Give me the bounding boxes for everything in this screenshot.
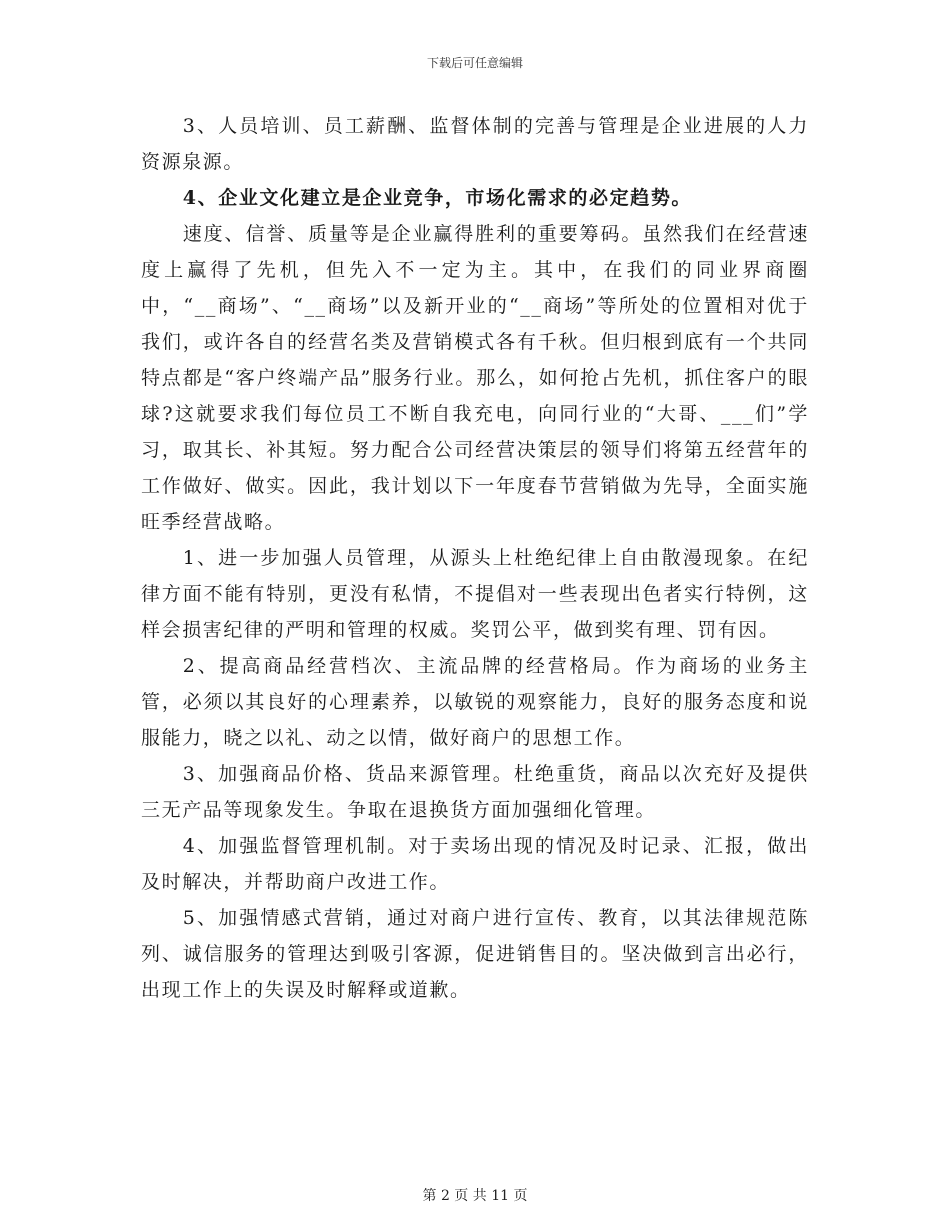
paragraph-item-4: 4、加强监督管理机制。对于卖场出现的情况及时记录、汇报，做出及时解决，并帮助商户改进工作。 (141, 835, 809, 893)
page-header: 下载后可任意编辑 (426, 56, 523, 70)
paragraph-hr-resources: 3、人员培训、员工薪酬、监督体制的完善与管理是企业进展的人力资源泉源。 (141, 115, 809, 173)
paragraph-competition: 速度、信誉、质量等是企业赢得胜利的重要筹码。虽然我们在经营速度上赢得了先机，但先入不一定为主。其中，在我们的同业界商圈中，“__商场”、“__商场”以及新开业的“__商场”等所处的位置相对优于我们，或许各自的经营名类及营销模式各有千秋。但归根到底有一个共同特点都是“客户终端产品”服务行业。那么，如何抢占先机，抓住客户的眼球?这就要求我们每位员工不断自我充电，向同行业的“大哥、___们”学习，取其长、补其短。努力配合公司经营决策层的领导们将第五经营年的工作做好、做实。因此，我计划以下一年度春节营销做为先导，全面实施旺季经营战略。 (141, 223, 809, 533)
document-body (141, 108, 809, 1008)
paragraph-item-1: 1、进一步加强人员管理，从源头上杜绝纪律上自由散漫现象。在纪律方面不能有特别，更没有私情，不提倡对一些表现出色者实行特例，这样会损害纪律的严明和管理的权威。奖罚公平，做到奖有理、罚有因。 (141, 547, 809, 641)
paragraph-heading-culture: 4、企业文化建立是企业竞争，市场化需求的必定趋势。 (182, 187, 693, 209)
paragraph-item-2: 2、提高商品经营档次、主流品牌的经营格局。作为商场的业务主管，必须以其良好的心理素养，以敏锐的观察能力，良好的服务态度和说服能力，晓之以礼、动之以情，做好商户的思想工作。 (141, 655, 809, 749)
paragraph-item-3: 3、加强商品价格、货品来源管理。杜绝重货，商品以次充好及提供三无产品等现象发生。争取在退换货方面加强细化管理。 (141, 763, 809, 821)
paragraph-item-5: 5、加强情感式营销，通过对商户进行宣传、教育，以其法律规范陈列、诚信服务的管理达到吸引客源，促进销售目的。坚决做到言出必行，出现工作上的失误及时解释或道歉。 (141, 907, 809, 1001)
page-footer: 第 2 页 共 11 页 (422, 1188, 528, 1204)
